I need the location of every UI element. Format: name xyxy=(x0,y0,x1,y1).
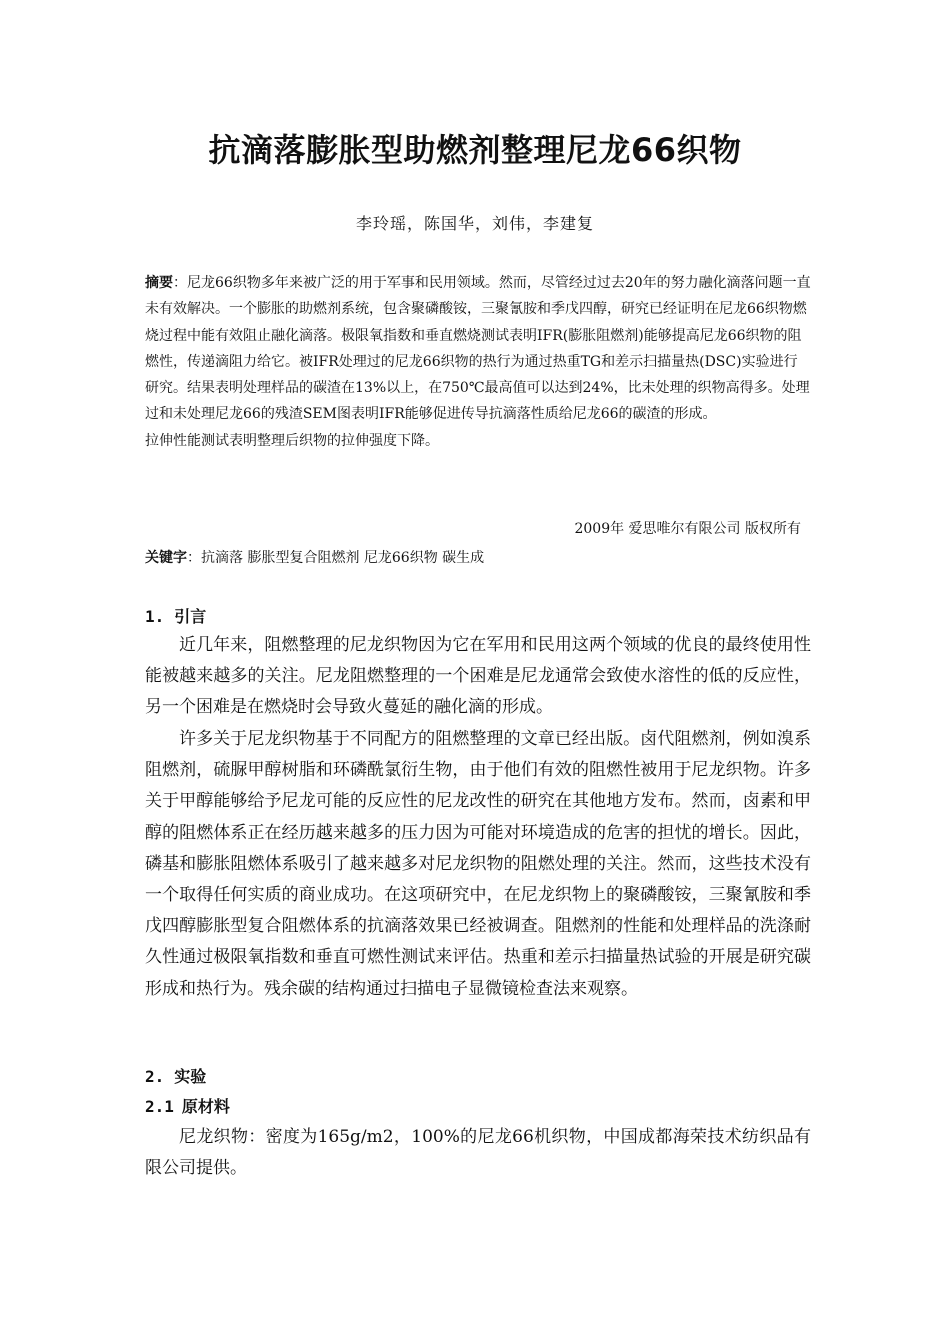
section-title: 实验 xyxy=(174,1067,207,1086)
keywords xyxy=(145,545,811,571)
abstract xyxy=(145,270,811,454)
keywords-text: ：抗滴落 膨胀型复合阻燃剂 尼龙66织物 碳生成 xyxy=(187,550,485,566)
abstract-text: ：尼龙66织物多年来被广泛的用于军事和民用领域。然而，尽管经过过去20年的努力融化滴落问题一直未有效解决。一个膨胀的助燃剂系统，包含聚磷酸铵，三聚氰胺和季戊四醇，研究已经证明在尼龙66织物燃烧过程中能有效阻止融化滴落。极限氧指数和垂直燃烧测试表明IFR(膨胀阻燃剂)能够提高尼龙66织物的阻燃性，传递滴阻力给它。被IFR处理过的尼龙66织物的热行为通过热重TG和差示扫描量热(DSC)实验进行研究。结果表明处理样品的碳渣在13%以上，在750℃最高值可以达到24%，比未处理的织物高得多。处理过和未处理尼龙66的残渣SEM图表明IFR能够促进传导抗滴落性质给尼龙66的碳渣的形成。 xyxy=(145,275,811,423)
section-number: 2. xyxy=(145,1067,165,1086)
body-paragraph: 近几年来，阻燃整理的尼龙织物因为它在军用和民用这两个领域的优良的最终使用性能被越来越多的关注。尼龙阻燃整理的一个困难是尼龙通常会致使水溶性的低的反应性，另一个困难是在燃烧时会导致火蔓延的融化滴的形成。 xyxy=(145,635,811,718)
subsection-number: 2.1 xyxy=(145,1097,174,1116)
body-paragraph: 许多关于尼龙织物基于不同配方的阻燃整理的文章已经出版。卤代阻燃剂，例如溴系阻燃剂，硫脲甲醇树脂和环磷酰氯衍生物，由于他们有效的阻燃性被用于尼龙织物。许多关于甲醇能够给予尼龙可能的反应性的尼龙改性的研究在其他地方发布。然而，卤素和甲醇的阻燃体系正在经历越来越多的压力因为可能对环境造成的危害的担忧的增长。因此，磷基和膨胀阻燃体系吸引了越来越多对尼龙织物的阻燃处理的关注。然而，这些技术没有一个取得任何实质的商业成功。在这项研究中，在尼龙织物上的聚磷酸铵，三聚氰胺和季戊四醇膨胀型复合阻燃体系的抗滴落效果已经被调查。阻燃剂的性能和处理样品的洗涤耐久性通过极限氧指数和垂直可燃性测试来评估。热重和差示扫描量热试验的开展是研究碳形成和热行为。残余碳的结构通过扫描电子显微镜检查法来观察。 xyxy=(145,729,811,999)
section-heading-introduction xyxy=(145,604,206,630)
author-list: 李玲瑶，陈国华，刘伟，李建复 xyxy=(355,214,594,233)
body-paragraph: 尼龙织物：密度为165g/m2，100%的尼龙66机织物，中国成都海荣技术纺织品有限公司提供。 xyxy=(145,1127,811,1179)
section-title: 引言 xyxy=(174,607,207,626)
keywords-label: 关键字 xyxy=(145,550,187,566)
subsection-heading-materials xyxy=(145,1094,230,1120)
paper-title: 抗滴落膨胀型助燃剂整理尼龙66织物 xyxy=(208,131,742,169)
subsection-title: 原材料 xyxy=(181,1097,230,1116)
abstract-tail: 拉伸性能测试表明整理后织物的拉伸强度下降。 xyxy=(145,432,439,449)
section-number: 1. xyxy=(145,607,165,626)
abstract-label: 摘要 xyxy=(145,275,173,291)
copyright-notice: 2009年 爱思唯尔有限公司 版权所有 xyxy=(574,521,801,537)
section-heading-experiment xyxy=(145,1064,206,1090)
